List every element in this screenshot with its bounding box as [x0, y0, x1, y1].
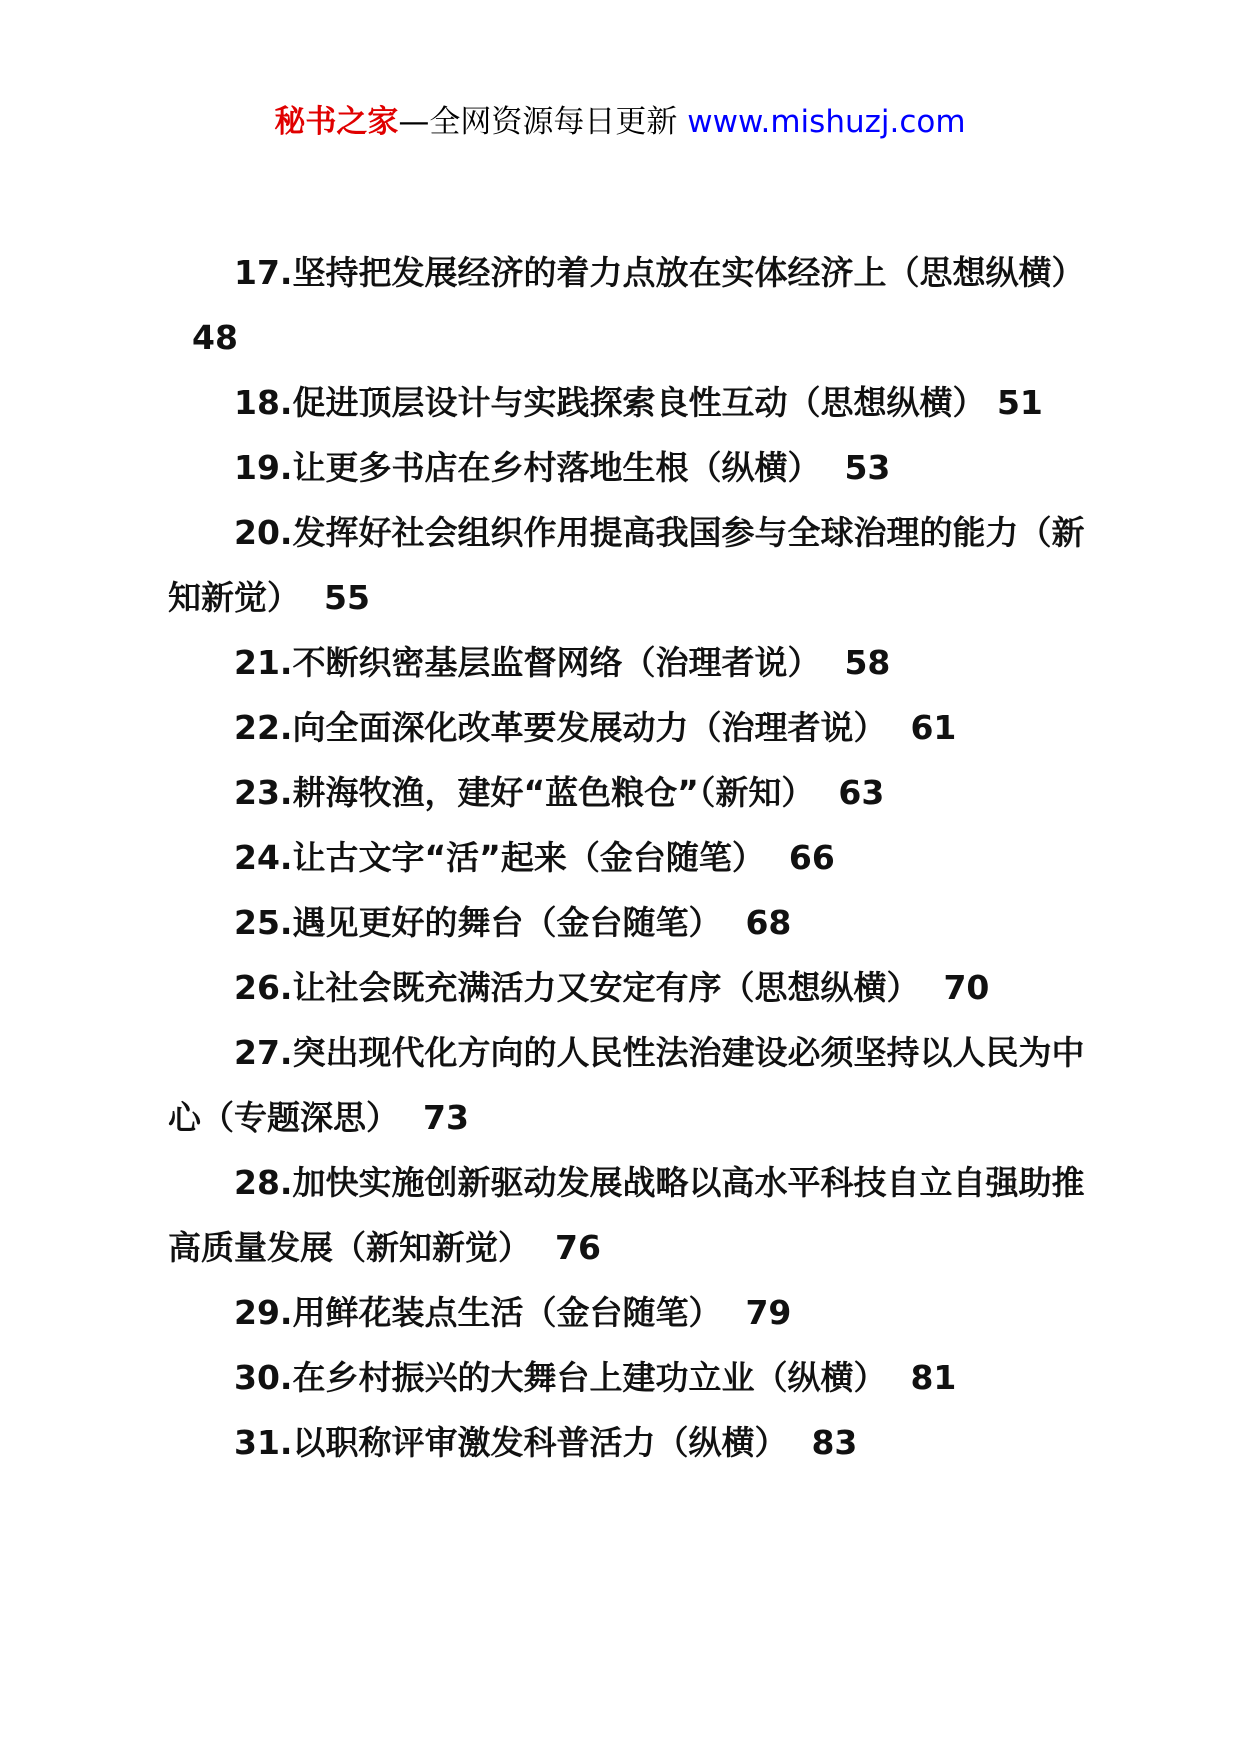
toc-entry-22 [168, 695, 1088, 760]
toc-entry-21 [168, 630, 1088, 695]
toc-page-number: 66 [788, 838, 835, 877]
toc-number: 21. [234, 643, 293, 682]
toc-title: 突出现代化方向的人民性法治建设必须坚持以人民为中心（专题深思） [168, 1033, 1085, 1137]
toc-title: 遇见更好的舞台（金台随笔） [292, 903, 722, 942]
toc-page-number: 48 [192, 318, 238, 357]
toc-entry-24 [168, 825, 1088, 890]
toc-entry-29 [168, 1280, 1088, 1345]
toc-entry-25 [168, 890, 1088, 955]
brand-name: 秘书之家 [274, 104, 399, 140]
toc-number: 24. [234, 838, 293, 877]
toc-title: 让古文字“活”起来（金台随笔） [292, 838, 765, 877]
toc-number: 25. [234, 903, 293, 942]
toc-number: 17. [234, 253, 293, 292]
toc-entry-26 [168, 955, 1088, 1020]
toc-title: 向全面深化改革要发展动力（治理者说） [292, 708, 887, 747]
toc-number: 19. [234, 448, 293, 487]
toc-title: 用鲜花装点生活（金台随笔） [292, 1293, 722, 1332]
toc-page-number: 58 [844, 643, 891, 682]
toc-entry-31 [168, 1410, 1088, 1475]
toc-entry-19 [168, 435, 1088, 500]
toc-entry-18 [168, 370, 1088, 435]
toc-page-number: 51 [996, 383, 1043, 422]
toc-number: 18. [234, 383, 293, 422]
toc-number: 28. [234, 1163, 293, 1202]
toc-number: 30. [234, 1358, 293, 1397]
toc-title: 在乡村振兴的大舞台上建功立业（纵横） [292, 1358, 887, 1397]
toc-number: 26. [234, 968, 293, 1007]
toc-number: 22. [234, 708, 293, 747]
toc-title: 耕海牧渔，建好“蓝色粮仓”（新知） [292, 773, 815, 812]
toc-page-number: 68 [745, 903, 792, 942]
toc-entry-27 [168, 1020, 1088, 1150]
toc-page-number: 53 [844, 448, 891, 487]
toc-title: 以职称评审激发科普活力（纵横） [292, 1423, 788, 1462]
toc-page-number: 79 [745, 1293, 792, 1332]
toc-page-number: 76 [555, 1228, 601, 1267]
toc-page-number: 70 [943, 968, 990, 1007]
toc-number: 23. [234, 773, 293, 812]
toc-title: 发挥好社会组织作用提高我国参与全球治理的能力（新知新觉） [168, 513, 1085, 617]
toc-entry-20 [168, 500, 1088, 630]
header-url-link[interactable]: www.mishuzj.com [687, 104, 966, 140]
toc-number: 31. [234, 1423, 293, 1462]
toc-page-number: 55 [324, 578, 370, 617]
header-tagline: —全网资源每日更新 [398, 104, 688, 140]
toc-entry-30 [168, 1345, 1088, 1410]
toc-page-number: 83 [811, 1423, 858, 1462]
toc-title: 坚持把发展经济的着力点放在实体经济上（思想纵横） [292, 253, 1085, 292]
toc-title: 让社会既充满活力又安定有序（思想纵横） [292, 968, 920, 1007]
toc-number: 20. [234, 513, 293, 552]
toc-number: 29. [234, 1293, 293, 1332]
toc-page-number: 63 [838, 773, 885, 812]
toc-page-number: 73 [423, 1098, 469, 1137]
toc-title: 加快实施创新驱动发展战略以高水平科技自立自强助推高质量发展（新知新觉） [168, 1163, 1085, 1267]
toc-title: 促进顶层设计与实践探索良性互动（思想纵横） [292, 383, 986, 422]
toc-page-number: 81 [910, 1358, 957, 1397]
toc-title: 不断织密基层监督网络（治理者说） [292, 643, 821, 682]
toc-page-number: 61 [910, 708, 957, 747]
toc-entry-23 [168, 760, 1088, 825]
toc-entry-28 [168, 1150, 1088, 1280]
table-of-contents [168, 240, 1088, 1475]
toc-title: 让更多书店在乡村落地生根（纵横） [292, 448, 821, 487]
toc-number: 27. [234, 1033, 293, 1072]
page-header [0, 100, 1240, 144]
toc-entry-17 [168, 240, 1088, 370]
